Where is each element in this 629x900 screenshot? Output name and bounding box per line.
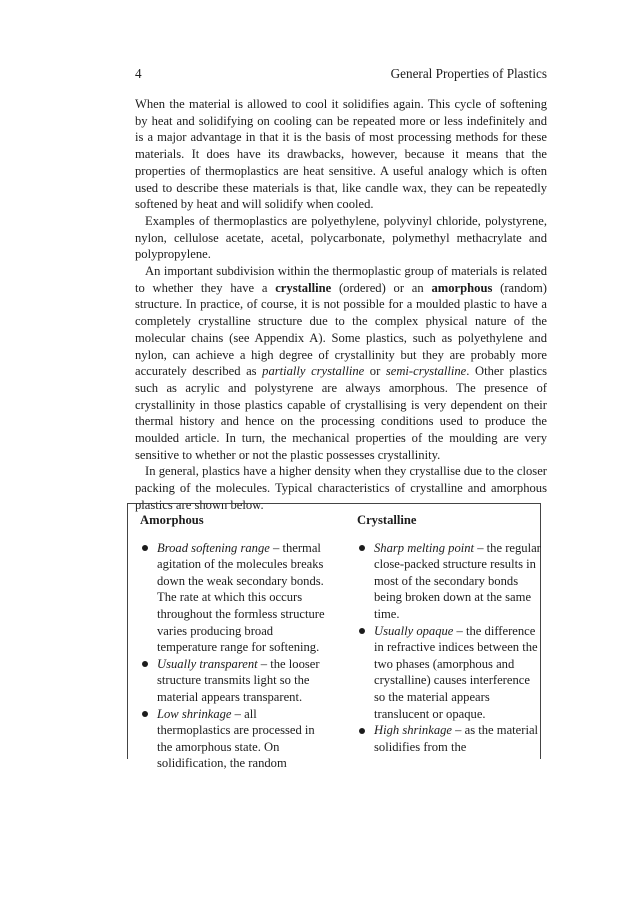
term-semi-crystalline: semi-crystalline <box>385 364 467 379</box>
item-term: Usually transparent <box>157 656 258 671</box>
crystalline-heading: Crystalline <box>357 513 417 527</box>
bullet-icon <box>142 545 148 551</box>
paragraph-crystallinity <box>135 263 547 463</box>
term-partially-crystalline: partially crystalline <box>262 364 365 379</box>
amorphous-heading: Amorphous <box>140 513 204 527</box>
paragraph-text: An important subdivision within the thermoplastic group of materials is related to whether they have a <box>135 264 547 295</box>
paragraph-text: (ordered) or an <box>331 280 432 295</box>
paragraph-text: (random) structure. In practice, of course, it is not possible for a moulded plastic to have a completely crystalline structure due to the complex physical nature of the molecular chains (see Appendix A). Some plastics, such as polyethylene and nylon, can achieve a high degree of crystallinity but they are probably more accurately described as <box>135 280 547 379</box>
term-amorphous: amorphous <box>431 280 493 295</box>
crystalline-list <box>357 540 542 756</box>
item-desc: – as the material solidifies from the <box>374 723 539 754</box>
list-item <box>357 722 542 755</box>
item-term: Broad softening range <box>157 540 270 555</box>
paragraph-text: . Other plastics such as acrylic and polystyrene are always amorphous. The presence of crystallinity in those plastics capable of crystallising is very dependent on their thermal history and hence on the processing conditions used to produce the moulded article. In turn, the mechanical properties of the moulding are very sensitive to whether or not the plastic possesses crystallinity. <box>135 364 547 462</box>
bullet-icon <box>359 728 365 734</box>
bullet-icon <box>359 628 365 634</box>
running-title: General Properties of Plastics <box>390 66 547 81</box>
paragraph-density: In general, plastics have a higher density when they crystallise due to the closer packing of the molecules. Typical characteristics of crystalline and amorphous plastics are shown below. <box>135 464 547 512</box>
list-item <box>140 656 325 706</box>
comparison-box <box>127 503 541 771</box>
item-term: Sharp melting point <box>374 540 475 555</box>
item-term: Usually opaque <box>374 623 454 638</box>
amorphous-list <box>140 540 325 772</box>
item-desc: – thermal agitation of the molecules breaks down the weak secondary bonds. The rate at which this occurs throughout the formless structure varies producing broad temperature range for softening. <box>157 540 325 655</box>
item-desc: – the regular close-packed structure results in most of the secondary bonds being broken down at the same time. <box>374 540 541 621</box>
item-desc: – the difference in refractive indices between the two phases (amorphous and crystalline) causes interference so the material appears translucent or opaque. <box>374 623 538 721</box>
item-term: High shrinkage <box>374 723 453 738</box>
list-item <box>357 623 542 723</box>
list-item <box>357 540 542 623</box>
item-desc: – all thermoplastics are processed in the amorphous state. On solidification, the random <box>157 706 315 771</box>
crystalline-column <box>357 512 542 755</box>
paragraph-examples: Examples of thermoplastics are polyethylene, polyvinyl chloride, polystyrene, nylon, cellulose acetate, acetal, polycarbonate, polymethyl methacrylate and polypropylene. <box>135 213 547 262</box>
term-crystalline: crystalline <box>275 280 332 295</box>
body-text <box>135 96 547 514</box>
amorphous-column <box>140 512 325 772</box>
list-item <box>140 540 325 656</box>
item-term: Low shrinkage <box>157 706 232 721</box>
list-item <box>140 706 325 772</box>
paragraph-text: or <box>364 364 386 379</box>
item-desc: – the looser structure transmits light so the material appears transparent. <box>157 656 320 704</box>
bullet-icon <box>142 711 148 717</box>
paragraph-cooling: When the material is allowed to cool it solidifies again. This cycle of softening by heat and solidifying on cooling can be repeated more or less indefinitely and is a major advantage in that it is the basis of most processing methods for these materials. It does have its drawbacks, however, because it means that the properties of thermoplastics are heat sensitive. A useful analogy which is often used to describe these materials is that, like candle wax, they can be repeatedly softened by heat and will solidify when cooled. <box>135 97 547 212</box>
page-number: 4 <box>135 66 142 81</box>
bullet-icon <box>142 661 148 667</box>
bullet-icon <box>359 545 365 551</box>
page-header <box>135 66 547 82</box>
